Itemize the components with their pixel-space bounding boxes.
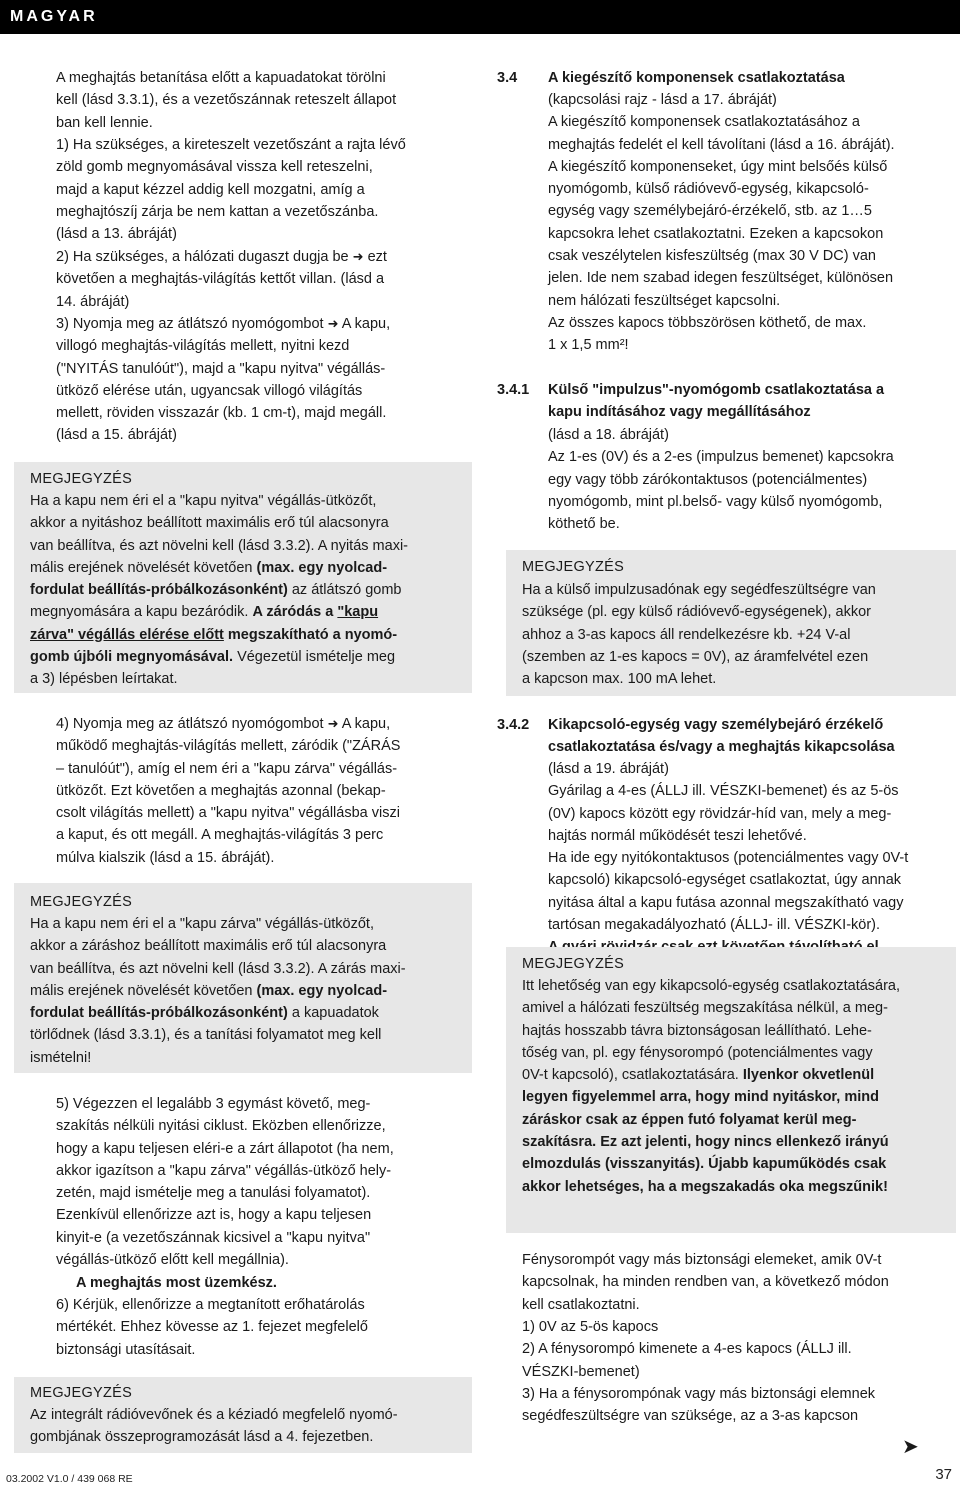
step-5: 5) Végezzen el legalább 3 egymást követő, meg- szakítás nélküli nyitási ciklust. Eközben ellenőrizze, hogy a kapu teljesen eléri-e a zárt állapotot (ha nem, akkor igazítson a "kapu zárva" végállás-ütköző hely- zetén, majd ismételje meg a tanulási folyamatot). Ezenkívül ellenőrizze azt is, hogy a kapu teljesen kinyit-e (a vezetőszánnak kicsivel a "kapu nyitva" végállás-ütköző előtt kell megállnia). [56,1096,394,1269]
document-code: 03.2002 V1.0 / 439 068 RE [6,1473,133,1485]
note-5-part: Itt lehetőség van egy kikapcsoló-egység csatlakoztatására, amivel a hálózati feszültség megszakítása nélkül, a meg- hajtás hosszabb távra biztonságosan leállítható. Lehe- tőség van, pl. egy fénysorompó (potenciálmentes vagy 0V-t kapcsoló), csatlakoztatására. [522,978,901,1084]
page-number: 37 [935,1466,952,1483]
note-3-text: Az integrált rádióvevőnek és a kéziadó megfelelő nyomó- gombjának összeprogramozását lásd a 4. fejezetben. [30,1407,398,1446]
intro-paragraph: A meghajtás betanítása előtt a kapuadatokat törölni kell (lásd 3.3.1), és a vezetőszánnak reteszelt állapot ban kell lennie. [56,70,397,131]
note-1-title: MEGJEGYZÉS [30,471,133,487]
continue-arrow-icon: ➤ [902,1436,919,1458]
note-3-title: MEGJEGYZÉS [30,1385,133,1401]
final-intro: Fénysorompót vagy más biztonsági elemeket, amik 0V-t kapcsolnak, ha minden rendben van, a következő módon kell csatlakoztatni. [522,1252,889,1313]
note-1-text [30,490,470,691]
step-2-text-a: 2) Ha szükséges, a hálózati dugaszt dugja be [56,249,353,265]
section-3-4-text: (kapcsolási rajz - lásd a 17. ábráját) A kiegészítő komponensek csatlakoztatásához a meghajtás fedelét el kell távolítani (lásd a 16. ábráját). A kiegészítő komponenseket, úgy mint belsőés külső nyomógomb, külső rádióvevő-egység, kikapcsoló- egység vagy személybejáró-érzékelő, stb. az 1…5 kapcsokra lehet csatlakoztatni. Ezeken a kapcsokon csak veszélytelen kisfeszültség (max 30 V DC) van jelen. Ide nem szabad idegen feszültséget, különösen nem hálózati feszültséget kapcsolni. Az összes kapocs többszörösen köthető, de max. 1 x 1,5 mm²! [548,92,895,354]
right-arrow-icon: ➜ [327,716,339,731]
step-3-text-b: A kapu, villogó meghajtás-világítás mellett, nyitni kezd ("NYITÁS tanulóút"), majd a "kapu nyitva" végállás- ütköző elérése után, ugyancsak villogó világítás mellett, röviden visszazár (kb. 1 cm-t), majd megáll. (lásd a 15. ábráját) [56,316,391,444]
section-3-4-1-number: 3.4.1 [497,382,530,398]
step-2 [56,246,476,313]
step-4 [56,713,476,869]
step-1: 1) Ha szükséges, a kireteszelt vezetőszánt a rajta lévő zöld gomb megnyomásával vissza kell reteszelni, majd a kaput kézzel addig kell mozgatni, amíg a meghajtószíj zárja be nem kattan a vezetőszánba. (lásd a 13. ábráját) [56,137,406,243]
note-1-bold: megszakítható a nyomó- gomb újbóli megnyomásával. [30,626,398,666]
note-2-bold: (max. egy nyolcad- fordulat beállítás-próbálkozásonként) [30,982,388,1022]
section-3-4-1-text: (lásd a 18. ábráját) Az 1-es (0V) és a 2-es (impulzus bemenet) kapcsokra egy vagy több zárókontaktusos (potenciálmentes) nyomógomb, mint pl.belső- vagy külső nyomógomb, köthető be. [548,427,894,533]
section-3-4-1-heading: Külső "impulzus"-nyomógomb csatlakoztatása a kapu indításához vagy megállításához [548,382,885,421]
note-1-underlined: "kapu zárva" végállás elérése előtt [30,604,379,643]
step-2-text-b: ezt követően a meghajtás-világítás kettőt villan. (lásd a 14. ábráját) [56,249,387,310]
step-3 [56,313,476,447]
section-3-4-2-number: 3.4.2 [497,717,530,733]
step-6: 6) Kérjük, ellenőrizze a megtanított erőhatárolás mértékét. Ehhez kövesse az 1. fejezet megfelelő biztonsági utasításait. [56,1297,368,1358]
final-list: 1) 0V az 5-ös kapocs 2) A fénysorompó kimenete a 4-es kapocs (ÁLLJ ill. VÉSZKI-bemenet) 3) Ha a fénysorompónak vagy más biztonsági elemnek segédfeszültségre van szüksége, az a 3-as kapcson [522,1319,876,1425]
section-3-4-heading: A kiegészítő komponensek csatlakoztatása [548,70,845,86]
section-3-4-2-text: (lásd a 19. ábráját) Gyárilag a 4-es (ÁLLJ ill. VÉSZKI-bemenet) és az 5-ös (0V) kapocs között egy rövidzár-híd van, mely a meg- hajtás normál működését teszi lehetővé. Ha ide egy nyitókontaktusos (potenciálmentes vagy 0V-t kapcsoló) kikapcsoló-egységet csatlakoztat, úgy annak nyitása által a kapu futása azonnal megszakítható vagy tartósan megakadályozható (ÁLLJ- ill. VÉSZKI-kör). [548,761,909,934]
right-arrow-icon: ➜ [352,249,364,264]
note-4-title: MEGJEGYZÉS [522,559,625,575]
section-3-4-2-heading: Kikapcsoló-egység vagy személybejáró érzékelő csatlakoztatása és/vagy a meghajtás kikapcsolása [548,717,895,756]
step-5-ready: A meghajtás most üzemkész. [76,1275,277,1291]
language-header: MAGYAR [0,0,960,34]
note-5-title: MEGJEGYZÉS [522,956,625,972]
note-4-text: Ha a külső impulzusadónak egy segédfeszültségre van szüksége (pl. egy külső rádióvevő-egységenek), akkor ahhoz a 3-as kapocs áll rendelkezésre kb. +24 V-al (szemben az 1-es kapocs = 0V), az áramfelvétel ezen a kapcson max. 100 mA lehet. [522,582,876,688]
note-1-part: Ha a kapu nem éri el a "kapu nyitva" végállás-ütközőt, akkor a nyitáshoz beállított maximális erő túl alacsonyra van beállítva, és azt növelni kell (lásd 3.3.2). A nyitás maxi- mális erejének növelését követően [30,493,408,576]
step-4-text-a: 4) Nyomja meg az átlátszó nyomógombot [56,716,328,732]
note-1-part: az átlátszó gomb megnyomására a kapu bezáródik. [30,582,402,621]
note-1-bold: (max. egy nyolcad- fordulat beállítás-próbálkozásonként) [30,559,388,599]
step-3-text-a: 3) Nyomja meg az átlátszó nyomógombot [56,316,328,332]
section-3-4-number: 3.4 [497,70,518,86]
note-1-bold: A záródás a [252,604,338,621]
note-2-part: a kapuadatok törlődnek (lásd 3.3.1), és a tanítási folyamatot meg kell ismételni! [30,1005,382,1066]
note-2-text [30,913,470,1069]
note-2-part: Ha a kapu nem éri el a "kapu zárva" végállás-ütközőt, akkor a záráshoz beállított maximális erő túl alacsonyra van beállítva, és azt növelni kell (lásd 3.3.2). A zárás maxi- mális erejének növelését követően [30,916,406,999]
note-2-title: MEGJEGYZÉS [30,894,133,910]
note-5-bold: Ilyenkor okvetlenül legyen figyelemmel arra, hogy mind nyitáskor, mind záráskor csak az éppen futó folyamat kerül meg- szakításra. Ez azt jelenti, hogy nincs ellenkező irányú elmozdulás (visszanyitás). Újabb kapuműködés csak akkor lehetséges, ha a megszakadás oka megszűnik! [522,1067,889,1195]
note-5-text [522,975,952,1198]
right-arrow-icon: ➜ [327,316,339,331]
note-1-part: Végezetül ismételje meg a 3) lépésben leírtakat. [30,649,396,688]
step-4-text-b: A kapu, működő meghajtás-világítás mellett, záródik ("ZÁRÁS – tanulóút"), amíg el nem éri a "kapu zárva" végállás- ütközőt. Ezt követően a meghajtás azonnal (bekap- csolt világítás mellett) a "kapu nyitva" végállásba viszi a kaput, és ott megáll. A meghajtás-világítás 3 perc múlva kialszik (lásd a 15. ábráját). [56,716,401,866]
